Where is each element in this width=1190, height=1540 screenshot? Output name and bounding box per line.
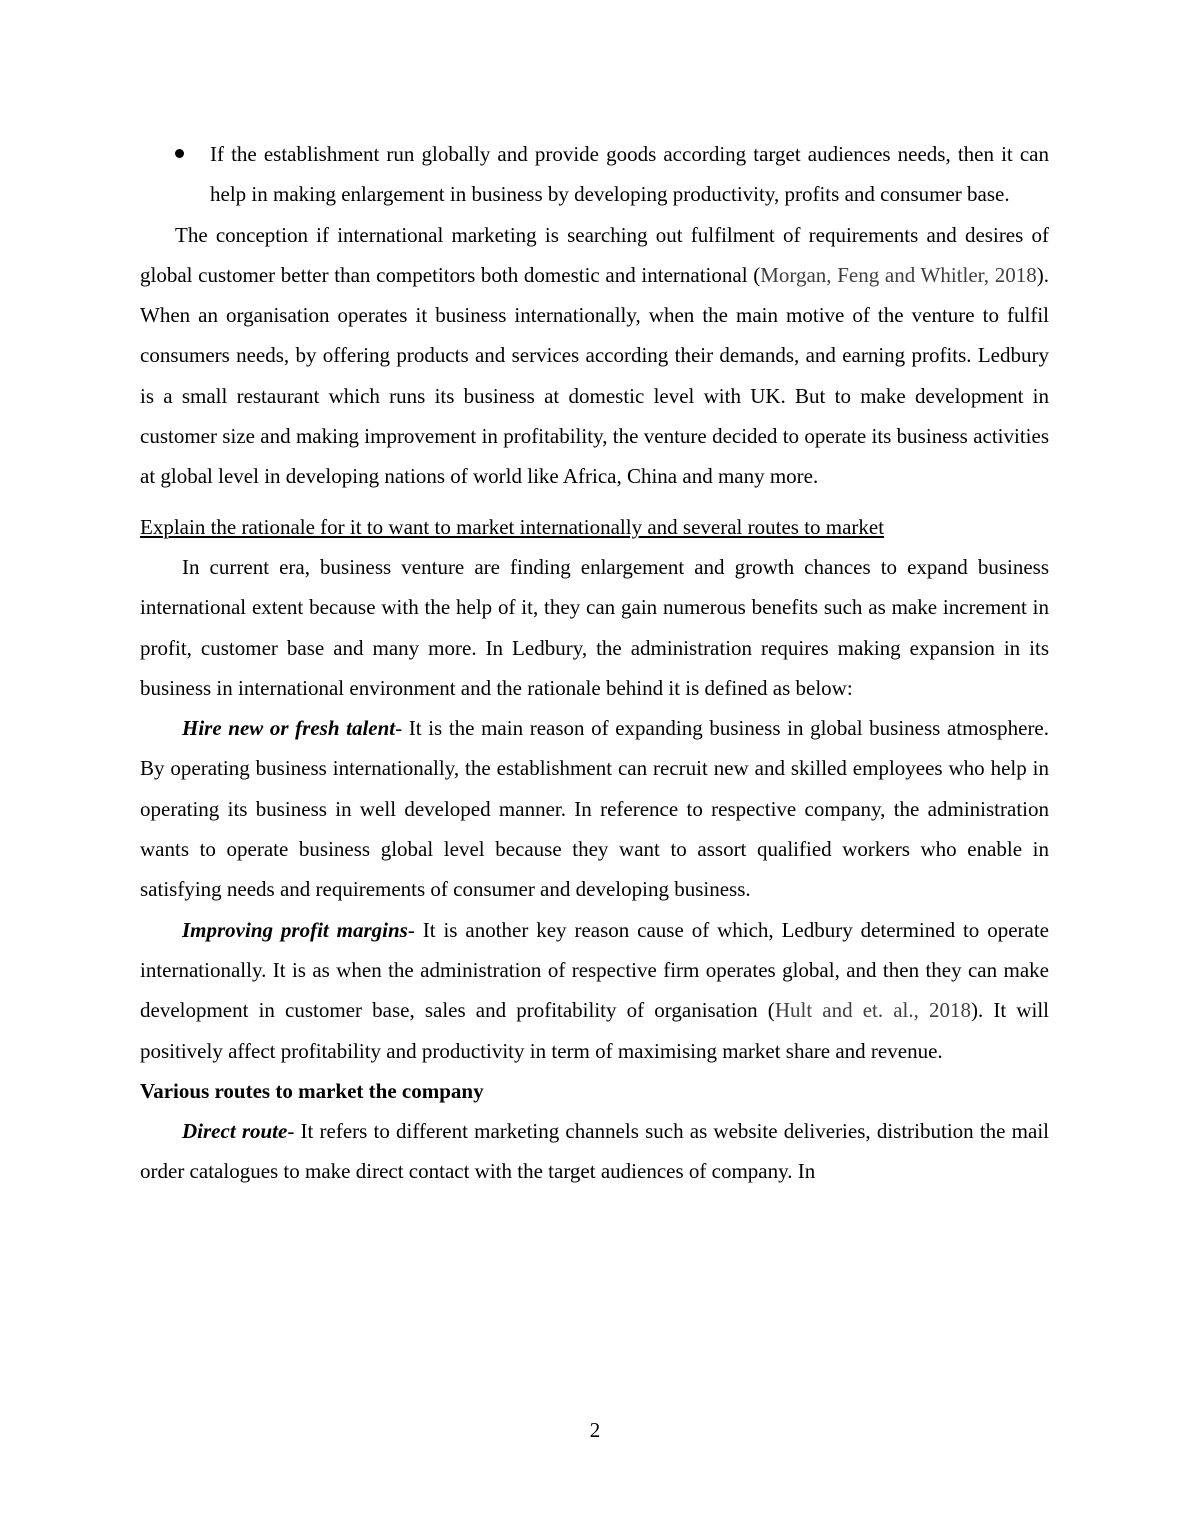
bullet-item [140, 134, 1049, 215]
paragraph-profit-text: - It is another key reason cause of which, Ledbury determined to operate internationally. It is as when the administration of respective firm operates global, and then they can make development in customer base, sales and profitability of organisation ( [140, 917, 1049, 1023]
paragraph-intro [140, 215, 1049, 497]
paragraph-direct-route [140, 1111, 1049, 1192]
citation: Hult and et. al., 2018 [774, 998, 972, 1023]
paragraph-intro-text-end: ). When an organisation operates it business internationally, when the main motive of the venture to fulfil consumers needs, by offering products and services according their demands, and earning profits. Ledbury is a small restaurant which runs its business at domestic level with UK. But to make development in customer size and making improvement in profitability, the venture decided to operate its business activities at global level in developing nations of world like Africa, China and many more. [140, 262, 1049, 489]
paragraph-rationale: In current era, business venture are finding enlargement and growth chances to expand business international extent because with the help of it, they can gain numerous benefits such as make increment in profit, customer base and many more. In Ledbury, the administration requires making expansion in its business in international environment and the rationale behind it is defined as below: [140, 554, 1049, 700]
paragraph-intro-text: The conception if international marketing is searching out fulfilment of requirements and desires of global customer better than competitors both domestic and international ( [140, 222, 1049, 287]
bullet-text: If the establishment run globally and provide goods according target audiences needs, then it can help in making enlargement in business by developing productivity, profits and consumer base. [210, 142, 1049, 207]
paragraph-profit-text-end: ). It will positively affect profitability and productivity in term of maximising market share and revenue. [140, 998, 1049, 1063]
term-direct-route: Direct route [182, 1119, 288, 1144]
document-page [140, 134, 1049, 1192]
citation: Morgan, Feng and Whitler, 2018 [760, 262, 1037, 287]
section-heading: Various routes to market the company [140, 1078, 484, 1103]
term-profit: Improving profit margins [182, 917, 408, 942]
paragraph-direct-route-text: - It refers to different marketing channels such as website deliveries, distribution the mail order catalogues to make direct contact with the target audiences of company. In [140, 1119, 1049, 1184]
paragraph-profit [140, 910, 1049, 1071]
bullet-dot-icon [175, 149, 184, 158]
paragraph-talent [140, 708, 1049, 909]
paragraph-talent-text: - It is the main reason of expanding business in global business atmosphere. By operating business internationally, the establishment can recruit new and skilled employees who help in operating its business in well developed manner. In reference to respective company, the administration wants to operate business global level because they want to assort qualified workers who enable in satisfying needs and requirements of consumer and developing business. [140, 716, 1050, 902]
term-talent: Hire new or fresh talent [182, 716, 396, 741]
section-subheading: Explain the rationale for it to want to market internationally and several routes to market [140, 514, 885, 539]
page-number: 2 [589, 1418, 601, 1442]
